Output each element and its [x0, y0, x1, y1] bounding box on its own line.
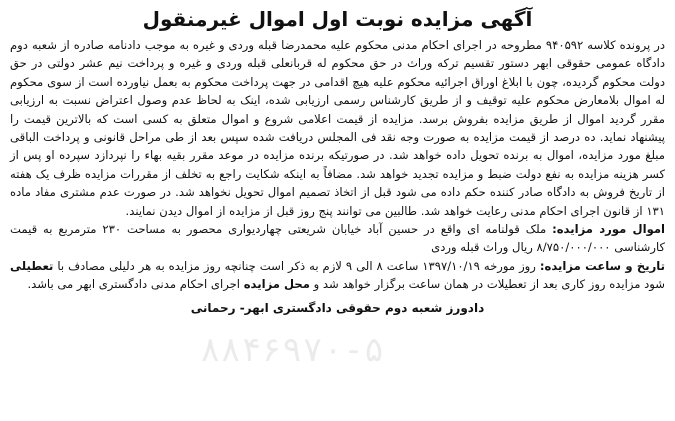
signature-line: دادورز شعبه دوم حقوقی دادگستری ابهر- رحمانی [190, 300, 485, 315]
venue-label: محل مزایده [243, 277, 310, 292]
date-label: تاریخ و ساعت مزایده: [539, 258, 665, 273]
holiday-word: تعطیلی [10, 258, 54, 273]
property-label: اموال مورد مزایده: [552, 222, 665, 237]
notice-title: آگهی مزایده نوبت اول اموال غیرمنقول [142, 7, 533, 31]
watermark-phone: ۸۸۴۶۹۷۰-۵ [200, 330, 385, 370]
date-text-1: روز مورخه ۱۳۹۷/۱۰/۱۹ ساعت ۸ الی ۹ لازم به ذکر است چنانچه روز مزایده به هر دلیلی مصادف با [57, 258, 536, 273]
main-paragraph: در پرونده کلاسه ۹۴۰۵۹۲ مطروحه در اجرای احکام مدنی محکوم علیه محمدرضا قبله وردی و غیره به موجب دادنامه صادره از شعبه دوم دادگاه عمومی حقوقی ابهر دستور تقسیم ترکه وراث در حق محکوم له قربانعلی قبله وردی و غیره و پرداخت نیم عشر دولتی در حق دولت محکوم گردیده، چون با ابلاغ اوراق اجرائیه محکوم علیه هیچ اقدامی در جهت پرداخت محکوم به بعمل نیاورده است از سوی محکوم له اموال بلامعارض محکوم علیه توقیف و از طریق کارشناس رسمی ارزیابی شده، اینک به لحاظ عدم وصول اعتراض نسبت به ارزیابی مقرر گردید اموال از طریق مزایده بفروش برسد. مزایده از قیمت اعلامی شروع و اموال متعلق به کسی است که بالاترین قیمت را پیشنهاد نماید. ده درصد از قیمت مزایده به صورت وجه نقد فی المجلس دریافت شده سپس بعد از طی مراحل قانونی و پرداخت الباقی مبلغ مورد مزایده، اموال به برنده تحویل داده خواهد شد. در صورتیکه برنده مزایده در موعد مقرر بقیه بهاء را نپردازد سپرده او پس از کسر هزینه مزایده به نفع دولت ضبط و مزایده تجدید خواهد شد. مضافاً به اینکه شکایت راجع به تخلف از مقررات مزایده ظرف یک هفته از تاریخ فروش به دادگاه صادر کننده حکم داده می شود قبل از اتخاذ تصمیم اموال تحویل نخواهد شد. در صورت عدم مشتری مفاد ماده ۱۳۱ از قانون اجرای احکام مدنی رعایت خواهد شد. طالبین می توانند پنج روز قبل از مزایده از اموال دیدن نمایند. [10, 38, 666, 218]
date-paragraph [10, 257, 665, 294]
date-text-2: شود مزایده روز کاری بعد از تعطیلات در همان ساعت برگزار خواهد شد و [313, 277, 665, 292]
date-text-3: اجرای احکام مدنی دادگستری ابهر می باشد. [27, 277, 241, 292]
notice-body [10, 36, 665, 294]
property-paragraph [10, 220, 665, 257]
property-text: ملک قولنامه ای واقع در حسین آباد خیابان شریعتی چهاردیواری محصور به مساحت ۲۳۰ مترمربع به قیمت کارشناسی ۸/۷۵۰/۰۰۰/۰۰۰ ریال وراث قبله وردی [10, 222, 665, 255]
